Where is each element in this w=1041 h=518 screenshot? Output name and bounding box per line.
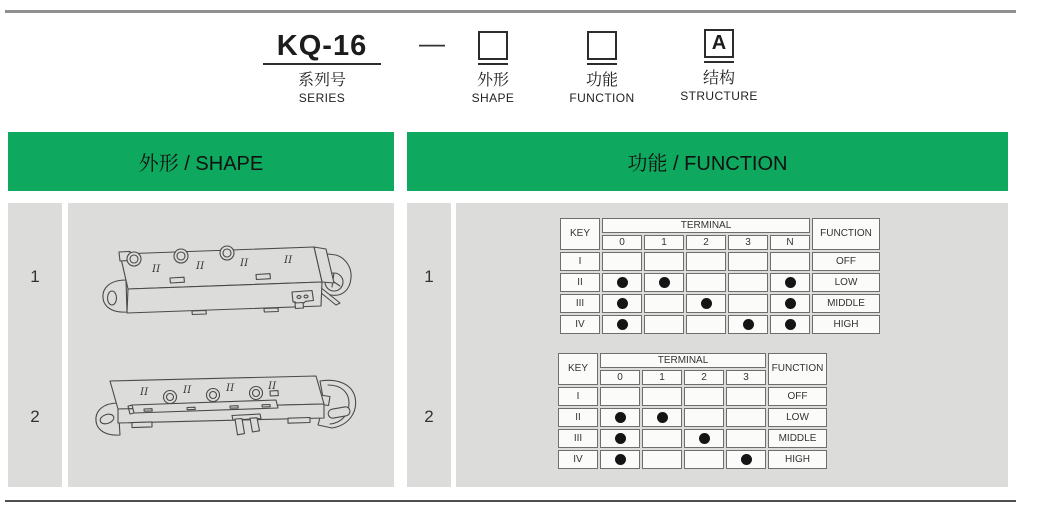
svg-text:II: II <box>196 260 205 272</box>
terminal-contact-cell <box>600 450 640 469</box>
terminal-contact-dot <box>615 433 626 444</box>
terminal-contact-cell <box>686 252 726 271</box>
terminal-header-cell: TERMINAL <box>600 353 766 368</box>
terminal-contact-cell <box>684 408 724 427</box>
svg-text:II: II <box>284 254 293 266</box>
shape-row-index-1: 1 <box>30 267 40 286</box>
terminal-contact-dot <box>657 412 668 423</box>
terminal-contact-cell <box>644 315 684 334</box>
terminal-contact-cell <box>642 450 682 469</box>
terminal-header-cell: TERMINAL <box>602 218 810 233</box>
svg-text:II: II <box>226 382 235 394</box>
bottom-rule <box>5 500 1016 502</box>
terminal-contact-cell <box>726 429 766 448</box>
terminal-contact-dot <box>699 433 710 444</box>
terminal-contact-cell <box>600 387 640 406</box>
terminal-contact-cell <box>726 408 766 427</box>
terminal-contact-dot <box>741 454 752 465</box>
terminal-contact-cell <box>602 273 642 292</box>
terminal-contact-cell <box>726 450 766 469</box>
svg-text:II: II <box>240 257 249 269</box>
function-table-2 <box>556 351 829 471</box>
key-position-cell: IV <box>558 450 598 469</box>
function-table-2-container <box>556 351 829 471</box>
terminal-number-cell: N <box>770 235 810 250</box>
terminal-contact-cell <box>686 315 726 334</box>
shape-section-header: 外形 / SHAPE <box>8 132 394 191</box>
terminal-contact-dot <box>785 319 796 330</box>
function-header-cell: FUNCTION <box>812 218 880 250</box>
function-value-cell: HIGH <box>768 450 827 469</box>
function-table-1-container <box>558 216 882 336</box>
terminal-contact-cell <box>686 294 726 313</box>
terminal-contact-cell <box>770 294 810 313</box>
svg-text:II: II <box>268 380 277 392</box>
series-underline <box>263 63 381 65</box>
terminal-contact-cell <box>728 294 768 313</box>
shape-code-box <box>478 31 508 60</box>
code-separator-dash: — <box>419 28 445 58</box>
terminal-number-cell: 3 <box>726 370 766 385</box>
key-position-cell: II <box>558 408 598 427</box>
function-row-index-1: 1 <box>424 267 434 286</box>
function-table-1 <box>558 216 882 336</box>
terminal-contact-cell <box>602 294 642 313</box>
key-position-cell: IV <box>560 315 600 334</box>
function-value-cell: LOW <box>768 408 827 427</box>
function-label-cn: 功能 <box>585 72 618 89</box>
terminal-number-cell: 0 <box>602 235 642 250</box>
terminal-number-cell: 3 <box>728 235 768 250</box>
key-header-cell: KEY <box>560 218 600 250</box>
terminal-contact-cell <box>684 450 724 469</box>
function-value-cell: LOW <box>812 273 880 292</box>
terminal-number-cell: 1 <box>642 370 682 385</box>
series-label-en: SERIES <box>298 91 346 105</box>
terminal-contact-cell <box>602 252 642 271</box>
terminal-contact-cell <box>644 273 684 292</box>
terminal-contact-cell <box>644 252 684 271</box>
terminal-contact-dot <box>743 319 754 330</box>
terminal-contact-cell <box>726 387 766 406</box>
terminal-contact-dot <box>615 454 626 465</box>
structure-code-box: A <box>704 29 734 58</box>
shape-code-group <box>448 31 538 105</box>
terminal-contact-cell <box>644 294 684 313</box>
key-position-cell: I <box>558 387 598 406</box>
terminal-number-cell: 0 <box>600 370 640 385</box>
terminal-contact-cell <box>600 429 640 448</box>
terminal-contact-cell <box>770 252 810 271</box>
function-index-column <box>407 203 451 487</box>
series-code-group <box>242 31 402 105</box>
svg-text:II: II <box>183 384 192 396</box>
terminal-contact-cell <box>684 387 724 406</box>
key-position-cell: II <box>560 273 600 292</box>
terminal-contact-cell <box>686 273 726 292</box>
terminal-number-cell: 2 <box>684 370 724 385</box>
terminal-contact-cell <box>642 429 682 448</box>
function-value-cell: OFF <box>768 387 827 406</box>
terminal-contact-cell <box>642 408 682 427</box>
terminal-contact-cell <box>770 273 810 292</box>
shape-box-underline <box>478 63 508 65</box>
terminal-contact-dot <box>785 298 796 309</box>
function-value-cell: OFF <box>812 252 880 271</box>
structure-box-underline <box>704 61 734 63</box>
terminal-contact-cell <box>600 408 640 427</box>
terminal-contact-dot <box>617 298 628 309</box>
terminal-contact-cell <box>728 315 768 334</box>
key-position-cell: III <box>558 429 598 448</box>
structure-label-cn: 结构 <box>702 70 735 87</box>
function-value-cell: HIGH <box>812 315 880 334</box>
svg-text:II: II <box>140 386 149 398</box>
function-code-group <box>557 31 647 105</box>
structure-code-group <box>674 29 764 103</box>
top-rule <box>5 10 1016 13</box>
terminal-number-cell: 2 <box>686 235 726 250</box>
series-code: KQ-16 <box>276 30 368 62</box>
function-box-underline <box>587 63 617 65</box>
function-value-cell: MIDDLE <box>812 294 880 313</box>
switch-unit-isometric-view-top <box>96 242 360 320</box>
function-value-cell: MIDDLE <box>768 429 827 448</box>
terminal-contact-dot <box>785 277 796 288</box>
function-row-index-2: 2 <box>424 407 434 426</box>
terminal-number-cell: 1 <box>644 235 684 250</box>
structure-label-en: STRUCTURE <box>680 89 758 103</box>
switch-unit-isometric-view-rail-mount <box>92 373 364 443</box>
key-position-cell: I <box>560 252 600 271</box>
shape-row-index-2: 2 <box>30 407 40 426</box>
series-label-cn: 系列号 <box>297 72 346 89</box>
svg-text:II: II <box>152 263 161 275</box>
function-label-en: FUNCTION <box>569 91 635 105</box>
shape-label-en: SHAPE <box>471 91 515 105</box>
terminal-contact-cell <box>770 315 810 334</box>
terminal-contact-cell <box>728 273 768 292</box>
terminal-contact-cell <box>642 387 682 406</box>
terminal-contact-dot <box>617 277 628 288</box>
terminal-contact-cell <box>602 315 642 334</box>
terminal-contact-dot <box>615 412 626 423</box>
function-code-box <box>587 31 617 60</box>
terminal-contact-dot <box>701 298 712 309</box>
terminal-contact-cell <box>728 252 768 271</box>
terminal-contact-dot <box>659 277 670 288</box>
shape-index-column <box>8 203 62 487</box>
terminal-contact-dot <box>617 319 628 330</box>
terminal-contact-cell <box>684 429 724 448</box>
function-header-cell: FUNCTION <box>768 353 827 385</box>
key-header-cell: KEY <box>558 353 598 385</box>
function-section-header: 功能 / FUNCTION <box>407 132 1008 191</box>
shape-label-cn: 外形 <box>476 72 509 89</box>
key-position-cell: III <box>560 294 600 313</box>
